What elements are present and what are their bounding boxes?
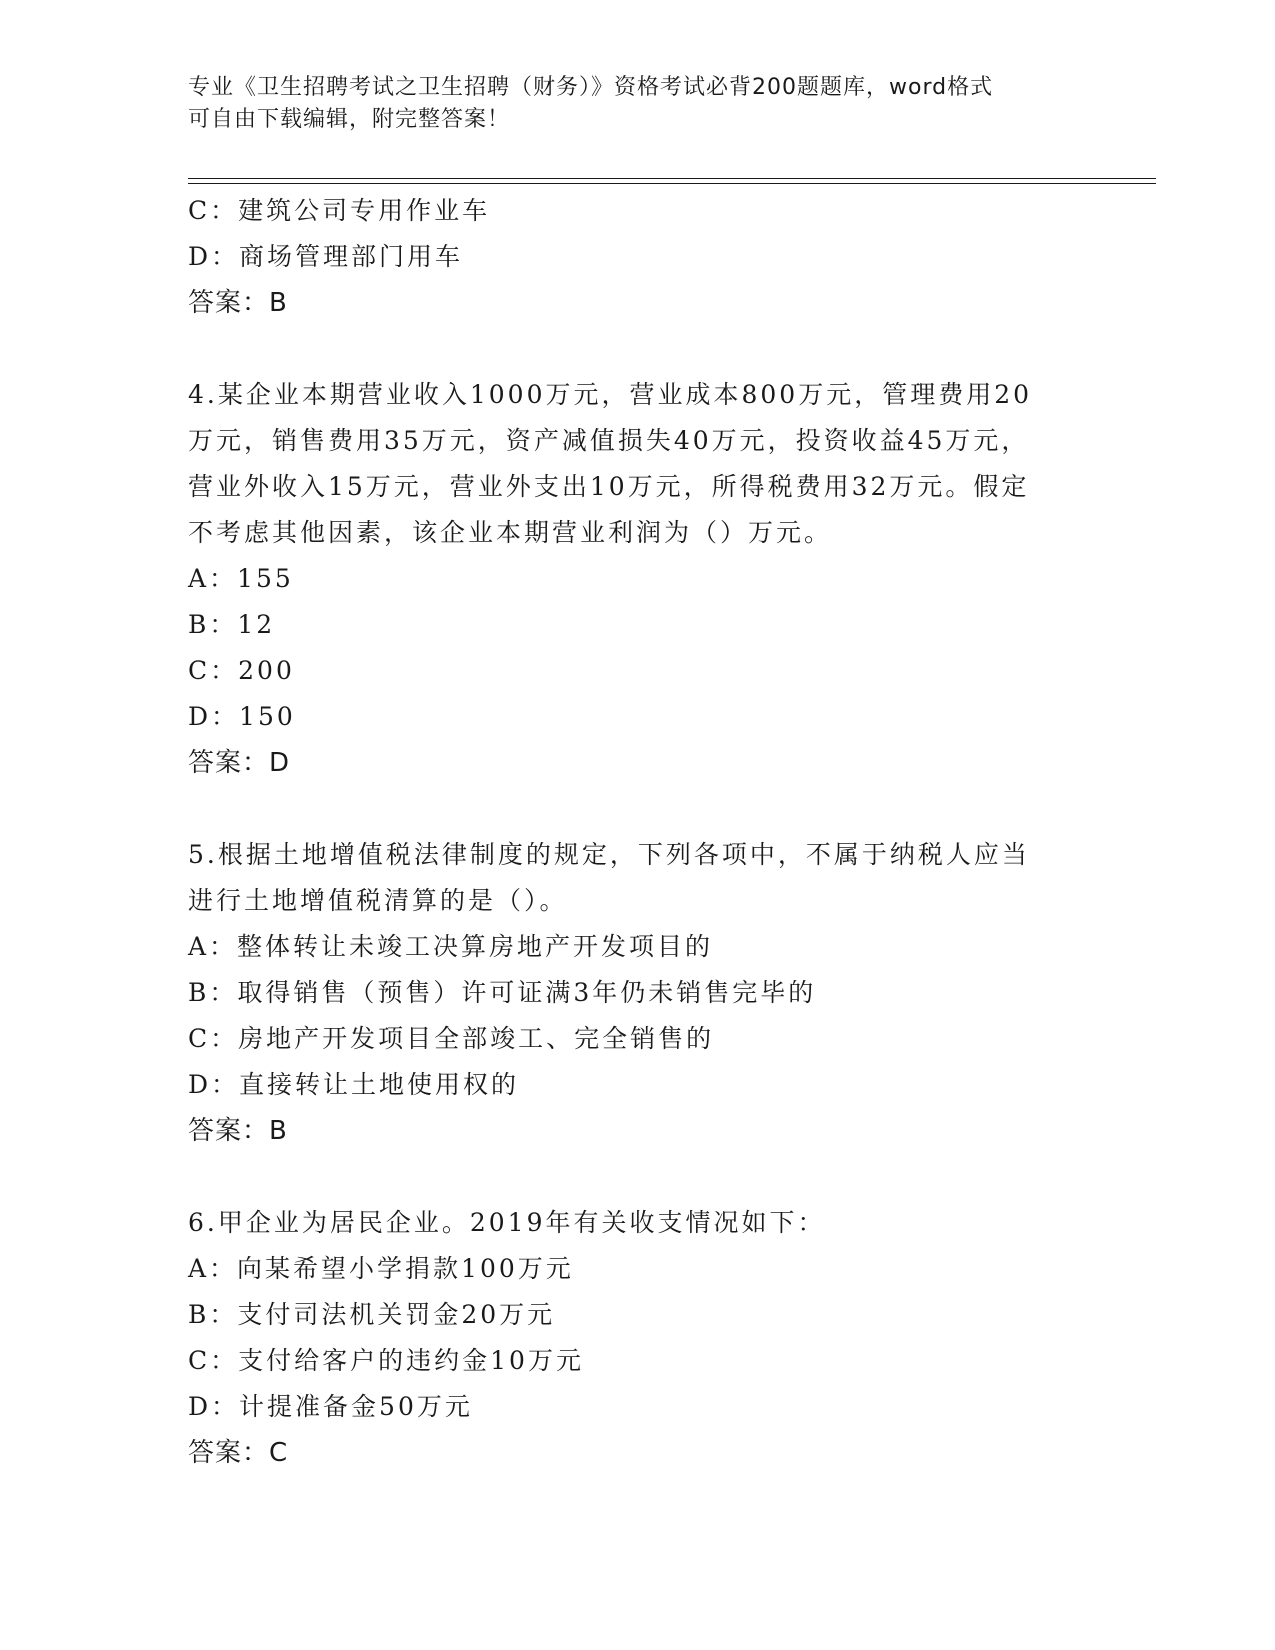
question-4 — [188, 372, 1088, 786]
option-d: D：150 — [188, 702, 296, 731]
option-c: C：200 — [188, 656, 295, 685]
option-a: A：向某希望小学捐款100万元 — [188, 1254, 574, 1283]
header-title-line-2: 可自由下载编辑，附完整答案！ — [188, 107, 511, 132]
answer: 答案：D — [188, 748, 291, 778]
header-divider-bottom — [188, 183, 1156, 184]
question-3-tail — [188, 188, 1088, 326]
option-b: B：取得销售（预售）许可证满3年仍未销售完毕的 — [188, 978, 817, 1007]
question-stem: 万元，销售费用35万元，资产减值损失40万元，投资收益45万元， — [188, 426, 1030, 455]
question-5 — [188, 832, 1088, 1154]
question-stem: 营业外收入15万元，营业外支出10万元，所得税费用32万元。假定 — [188, 472, 1030, 501]
option-d: D：直接转让土地使用权的 — [188, 1070, 520, 1099]
question-stem: 进行土地增值税清算的是（）。 — [188, 886, 568, 915]
option-a: A：整体转让未竣工决算房地产开发项目的 — [188, 932, 714, 961]
answer: 答案：B — [188, 288, 288, 318]
question-list — [188, 188, 1088, 1476]
question-6 — [188, 1200, 1088, 1476]
question-stem: 5.根据土地增值税法律制度的规定，下列各项中，不属于纳税人应当 — [188, 840, 1030, 869]
header-divider-top — [188, 178, 1156, 179]
document-header — [188, 72, 1088, 136]
spacer — [188, 1154, 1088, 1200]
option-d: D：商场管理部门用车 — [188, 242, 464, 271]
option-c: C：支付给客户的违约金10万元 — [188, 1346, 584, 1375]
option-b: B：12 — [188, 610, 276, 639]
option-d: D：计提准备金50万元 — [188, 1392, 473, 1421]
spacer — [188, 326, 1088, 372]
spacer — [188, 786, 1088, 832]
answer: 答案：B — [188, 1116, 288, 1146]
question-stem: 4.某企业本期营业收入1000万元，营业成本800万元，管理费用20 — [188, 380, 1033, 409]
question-stem: 6.甲企业为居民企业。2019年有关收支情况如下： — [188, 1208, 826, 1237]
option-b: B：支付司法机关罚金20万元 — [188, 1300, 556, 1329]
answer: 答案：C — [188, 1438, 289, 1468]
question-stem: 不考虑其他因素，该企业本期营业利润为（）万元。 — [188, 518, 833, 547]
header-title-line-1: 专业《卫生招聘考试之卫生招聘（财务）》资格考试必背200题题库，word格式 — [188, 75, 994, 100]
option-c: C：建筑公司专用作业车 — [188, 196, 491, 225]
option-c: C：房地产开发项目全部竣工、完全销售的 — [188, 1024, 715, 1053]
option-a: A：155 — [188, 564, 294, 593]
